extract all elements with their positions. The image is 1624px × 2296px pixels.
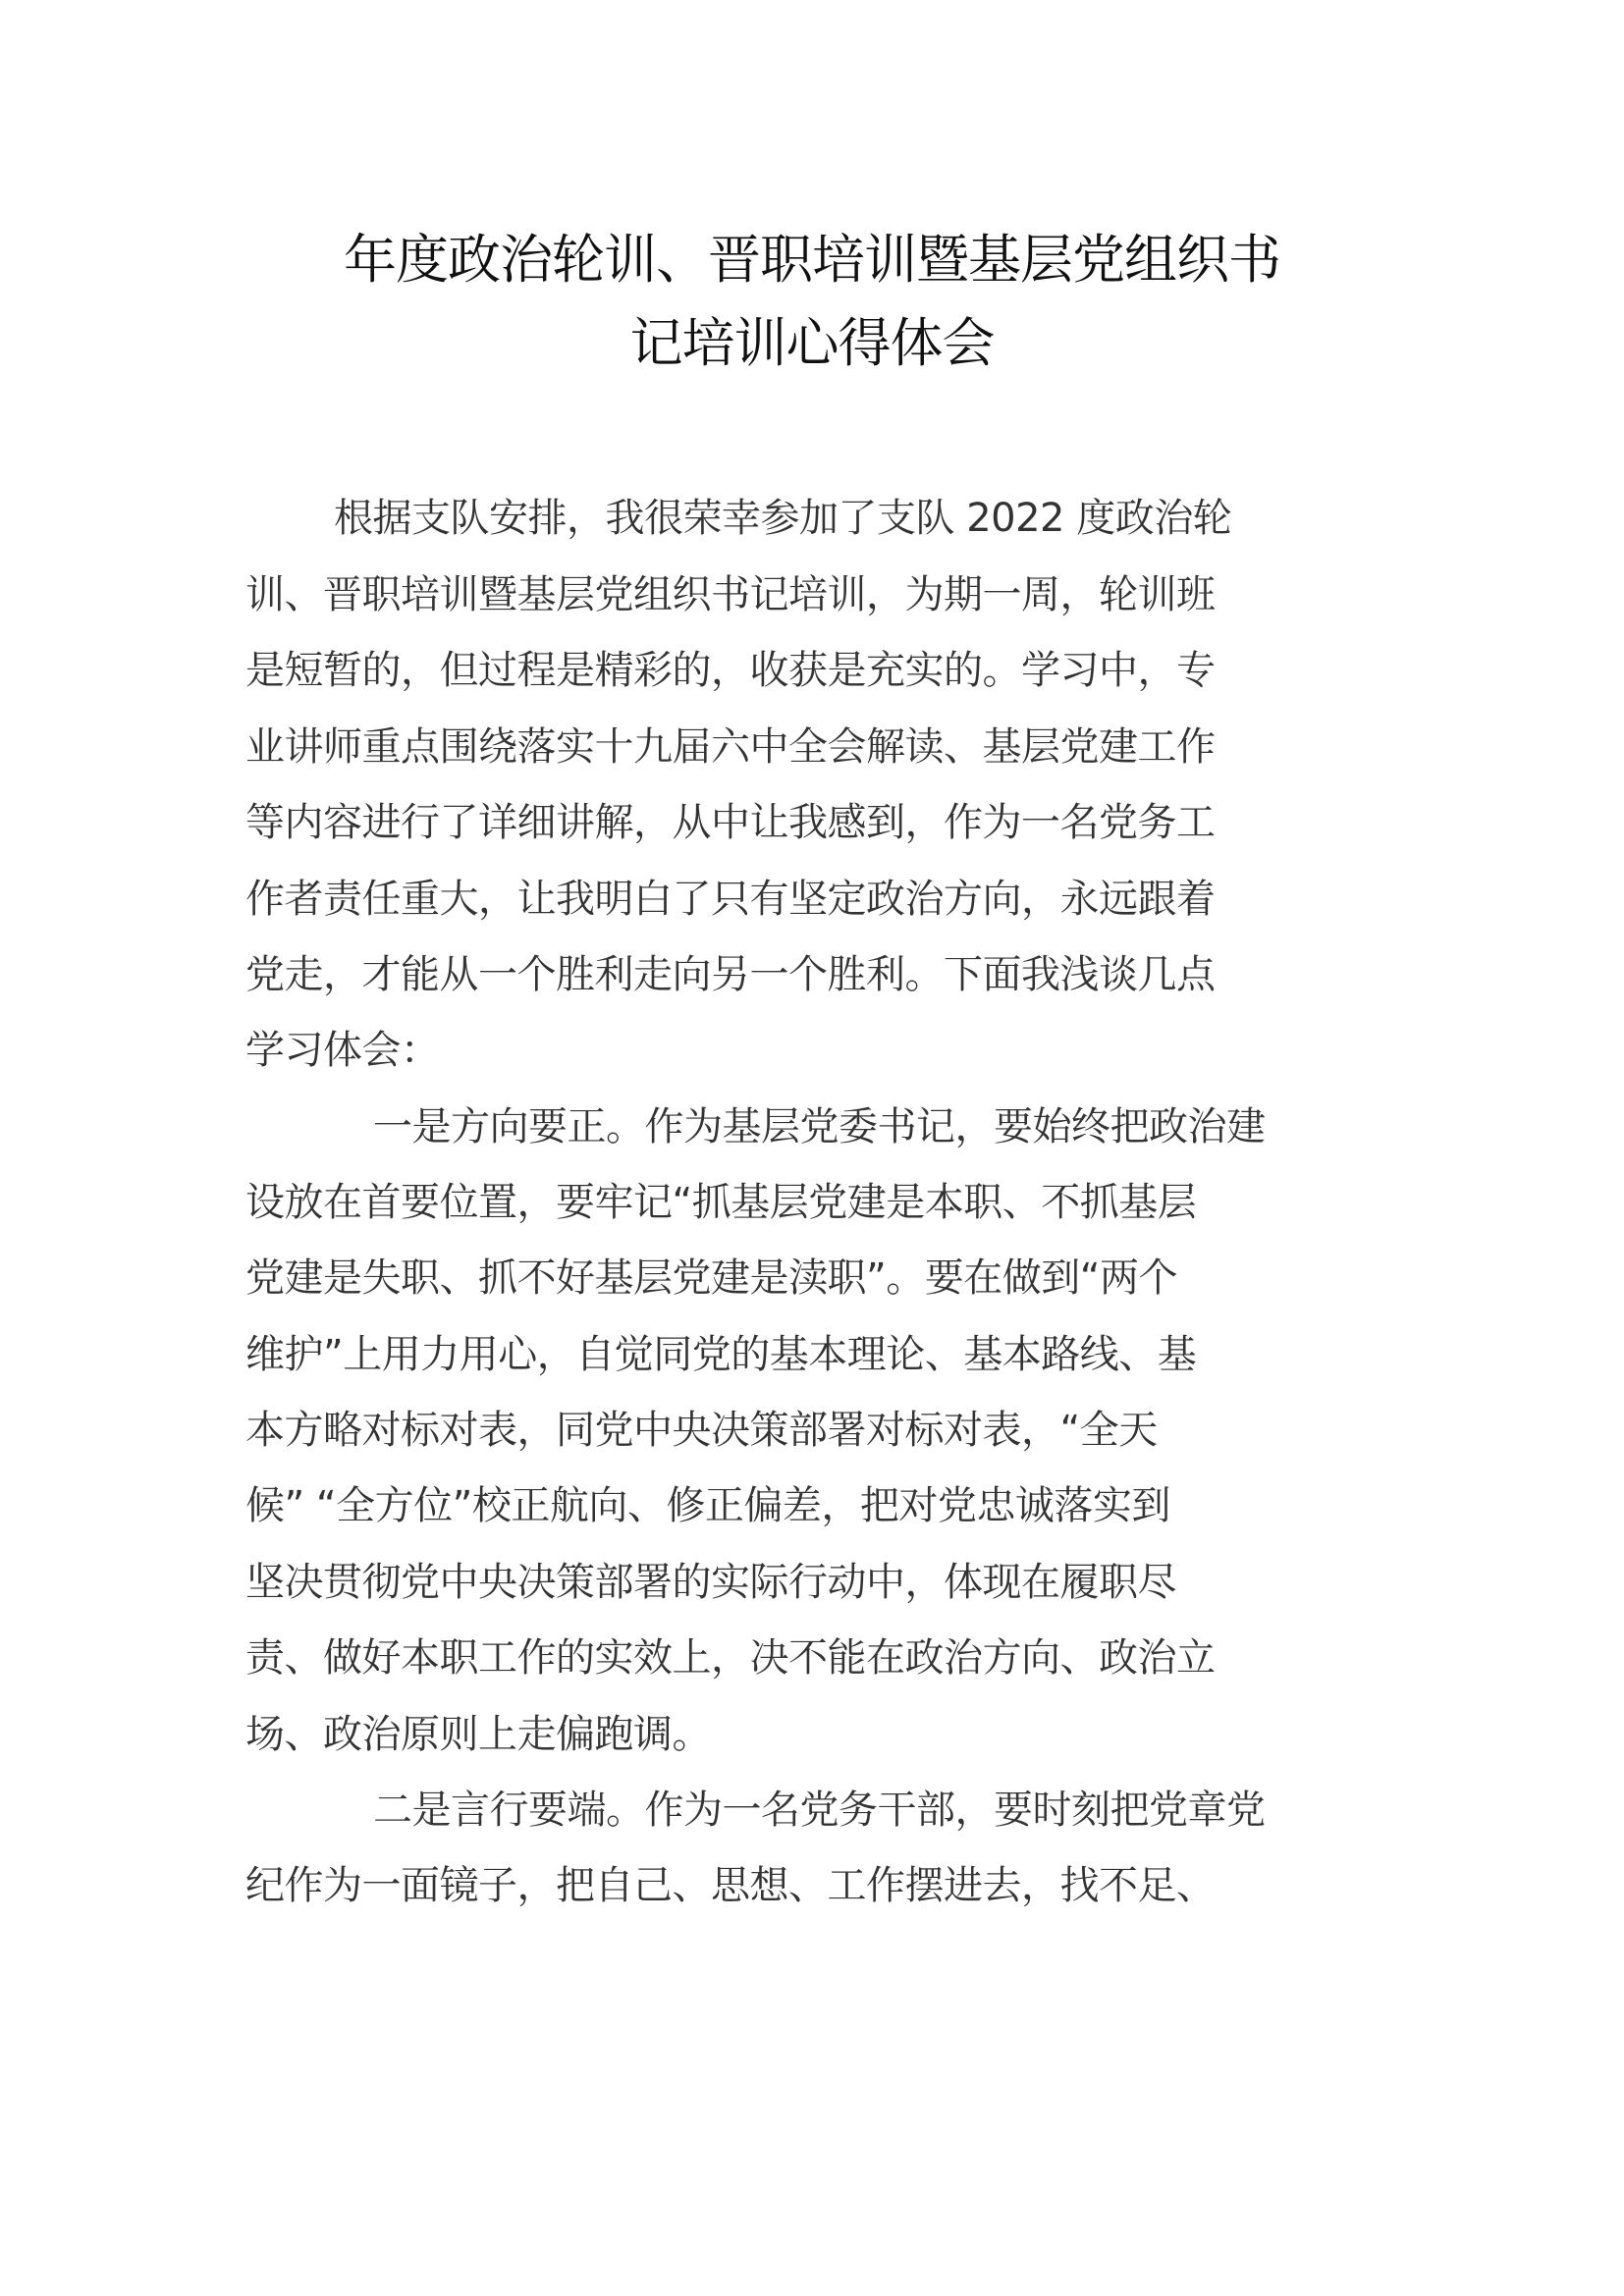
paragraph-line: 纪作为一面镜子，把自己、思想、工作摆进去，找不足、 <box>245 1863 1216 1908</box>
paragraph-line: 党走，才能从一个胜利走向另一个胜利。下面我浅谈几点 <box>245 952 1216 997</box>
paragraph-line: 等内容进行了详细讲解，从中让我感到，作为一名党务工 <box>245 800 1216 845</box>
paragraph-line: 维护”上用力用心，自觉同党的基本理论、基本路线、基 <box>245 1332 1197 1377</box>
document-title-line-1: 年度政治轮训、晋职培训暨基层党组织书 <box>344 229 1280 291</box>
paragraph-line: 作者责任重大，让我明白了只有坚定政治方向，永远跟着 <box>245 877 1216 922</box>
paragraph-line: 本方略对标对表，同党中央决策部署对标对表，“全天 <box>245 1408 1158 1453</box>
paragraph-line: 训、晋职培训暨基层党组织书记培训，为期一周，轮训班 <box>245 572 1216 617</box>
paragraph-line: 业讲师重点围绕落实十九届六中全会解读、基层党建工作 <box>245 724 1216 770</box>
paragraph-line: 根据支队安排，我很荣幸参加了支队 2022 度政治轮 <box>334 496 1232 541</box>
paragraph-line: 场、政治原则上走偏跑调。 <box>245 1712 711 1757</box>
paragraph-line: 候” “全方位”校正航向、修正偏差，把对党忠诚落实到 <box>245 1483 1170 1528</box>
paragraph-line: 学习体会： <box>245 1028 440 1073</box>
paragraph-line: 设放在首要位置，要牢记“抓基层党建是本职、不抓基层 <box>245 1180 1197 1225</box>
paragraph-line: 是短暂的，但过程是精彩的，收获是充实的。学习中，专 <box>245 648 1216 693</box>
paragraph-line: 一是方向要正。作为基层党委书记，要始终把政治建 <box>373 1104 1266 1149</box>
paragraph-line: 党建是失职、抓不好基层党建是渎职”。要在做到“两个 <box>245 1255 1177 1301</box>
paragraph-line: 坚决贯彻党中央决策部署的实际行动中，体现在履职尽 <box>245 1560 1176 1605</box>
paragraph-line: 二是言行要端。作为一名党务干部，要时刻把党章党 <box>373 1788 1266 1833</box>
document-title-line-2: 记培训心得体会 <box>629 312 995 374</box>
paragraph-line: 责、做好本职工作的实效上，决不能在政治方向、政治立 <box>245 1635 1216 1681</box>
